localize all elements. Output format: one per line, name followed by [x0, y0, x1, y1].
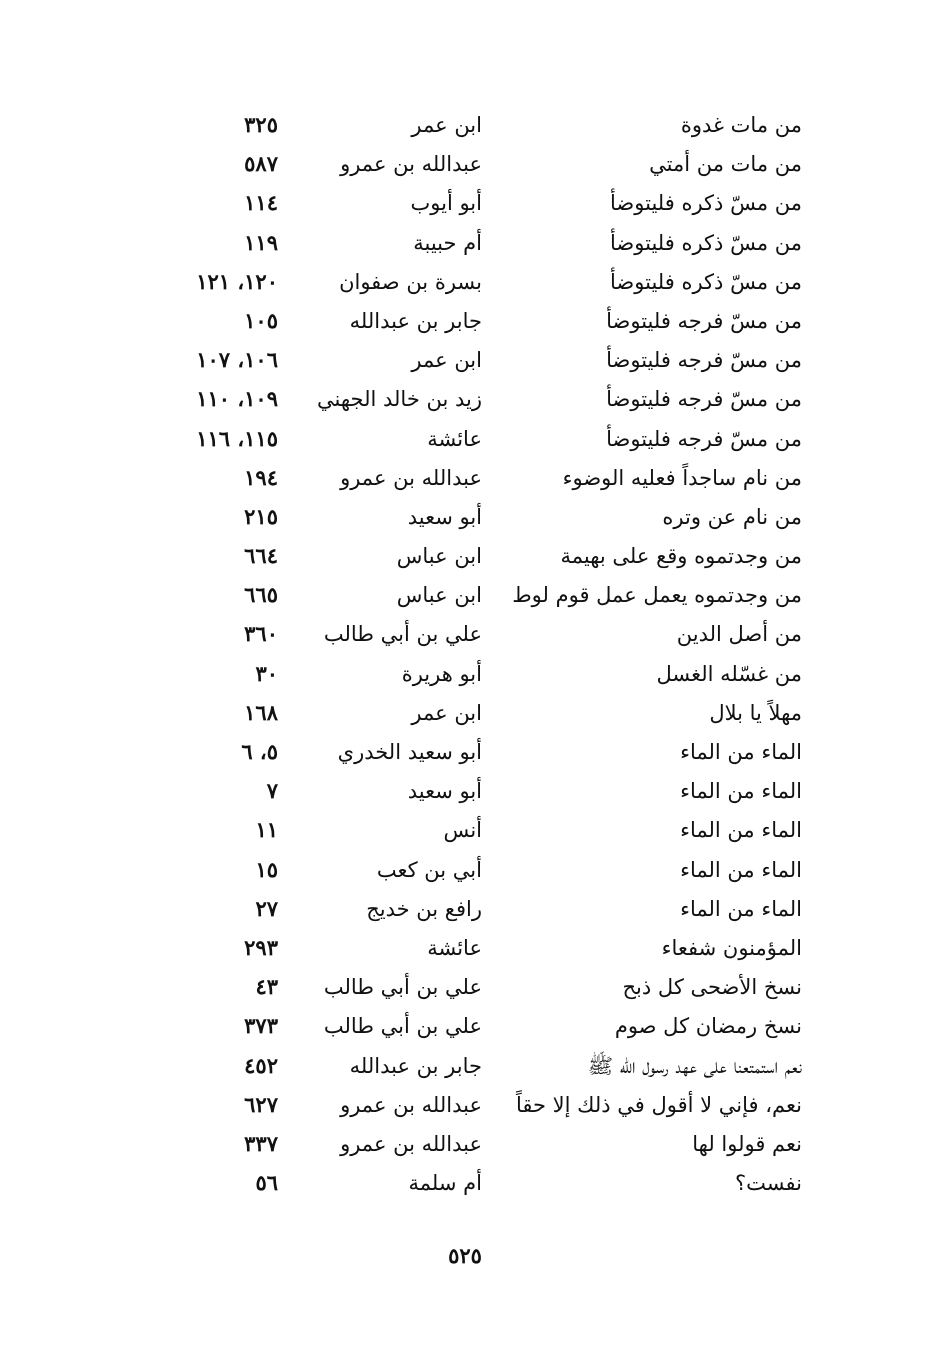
- narrator-name: رافع بن خديج: [366, 896, 482, 921]
- page-references: ٣٦٠: [244, 621, 278, 647]
- hadith-text: من أصل الدين: [676, 622, 802, 647]
- hadith-text: من مات غدوة: [680, 113, 802, 137]
- index-row: [0, 1088, 930, 1127]
- hadith-text: من مسّ فرجه فليتوضأ: [606, 426, 802, 451]
- hadith-text: الماء من الماء: [680, 857, 802, 882]
- index-row: [0, 1127, 930, 1166]
- index-row: [0, 696, 930, 735]
- page-references: ٦٦٤: [244, 543, 278, 569]
- narrator-name: علي بن أبي طالب: [323, 975, 482, 1000]
- hadith-text: من مسّ ذكره فليتوضأ: [610, 269, 802, 294]
- index-row: [0, 774, 930, 813]
- page-references: ٢٧: [255, 895, 278, 921]
- page-references: ١٩٤: [244, 464, 278, 490]
- hadith-text: من مسّ فرجه فليتوضأ: [606, 348, 802, 373]
- index-row: [0, 813, 930, 852]
- narrator-name: أبي بن كعب: [376, 857, 482, 882]
- narrator-name: جابر بن عبدالله: [349, 308, 482, 333]
- narrator-name: أنس: [443, 818, 482, 843]
- narrator-name: ابن عمر: [411, 113, 482, 137]
- narrator-name: ابن عمر: [411, 700, 482, 725]
- page-references: ٣٧٣: [244, 1013, 278, 1039]
- index-row: [0, 226, 930, 265]
- index-row: [0, 108, 930, 147]
- index-row: [0, 422, 930, 461]
- page-number: ٥٢٥: [448, 1243, 482, 1268]
- hadith-text: المؤمنون شفعاء: [661, 935, 802, 960]
- index-row: [0, 382, 930, 421]
- index-row: [0, 1009, 930, 1048]
- page-references: ١٥: [255, 856, 278, 882]
- page-references: ٦٢٧: [244, 1091, 278, 1117]
- page-references: ١١: [255, 817, 278, 843]
- hadith-text: الماء من الماء: [680, 740, 802, 764]
- index-row: [0, 461, 930, 500]
- hadith-text: من مسّ فرجه فليتوضأ: [606, 387, 802, 412]
- page-references: ٤٥٢: [244, 1052, 278, 1078]
- narrator-name: عبدالله بن عمرو: [340, 152, 482, 177]
- index-row: [0, 1166, 930, 1205]
- index-table: [0, 108, 930, 1205]
- index-row: [0, 617, 930, 656]
- narrator-name: أبو سعيد الخدري: [337, 740, 482, 764]
- narrator-name: أبو سعيد: [407, 504, 482, 529]
- narrator-name: عبدالله بن عمرو: [340, 1131, 482, 1156]
- page-references: ١١٥، ١١٦: [196, 425, 278, 451]
- narrator-name: أبو سعيد: [407, 779, 482, 804]
- narrator-name: عائشة: [427, 935, 482, 960]
- hadith-text: من مسّ فرجه فليتوضأ: [606, 308, 802, 333]
- page-references: ٤٣: [255, 974, 278, 1000]
- hadith-text: الماء من الماء: [680, 896, 802, 921]
- page-references: ٣٠: [255, 660, 278, 686]
- hadith-text: الماء من الماء: [680, 818, 802, 843]
- hadith-text: من مسّ ذكره فليتوضأ: [610, 191, 802, 216]
- page-references: ١١٩: [244, 229, 278, 255]
- index-row: [0, 304, 930, 343]
- page-references: ٣٢٥: [244, 112, 278, 137]
- index-row: [0, 931, 930, 970]
- page-references: ٣٣٧: [244, 1130, 278, 1156]
- hadith-text: مهلاً يا بلال: [709, 700, 802, 725]
- page-references: ١١٤: [244, 190, 278, 216]
- index-row: [0, 578, 930, 617]
- page-references: ١٠٥: [244, 307, 278, 333]
- index-row: [0, 892, 930, 931]
- index-row: [0, 539, 930, 578]
- page-references: ٥٦: [255, 1170, 278, 1196]
- index-row: [0, 343, 930, 382]
- hadith-text: من وجدتموه يعمل عمل قوم لوط: [512, 583, 802, 608]
- index-row: [0, 186, 930, 225]
- index-row: [0, 657, 930, 696]
- narrator-name: ابن عباس: [396, 544, 482, 569]
- page-references: ١٠٩، ١١٠: [196, 386, 278, 412]
- narrator-name: أم سلمة: [408, 1171, 482, 1196]
- index-row: [0, 853, 930, 892]
- page-references: ٢٩٣: [244, 934, 278, 960]
- narrator-name: ابن عباس: [396, 583, 482, 608]
- narrator-name: جابر بن عبدالله: [349, 1053, 482, 1078]
- narrator-name: أبو أيوب: [410, 191, 482, 216]
- hadith-text: من مات من أمتي: [649, 152, 802, 177]
- narrator-name: أبو هريرة: [401, 661, 482, 686]
- page-references: ١٢٠، ١٢١: [196, 268, 278, 294]
- narrator-name: بسرة بن صفوان: [339, 269, 482, 294]
- hadith-text: من مسّ ذكره فليتوضأ: [610, 230, 802, 255]
- hadith-text: نفست؟: [735, 1171, 802, 1196]
- hadith-text: نسخ رمضان كل صوم: [614, 1014, 802, 1039]
- hadith-text: نعم استمتعنا على عهد رسول الله ﷺ: [587, 1053, 802, 1078]
- hadith-text: من غسّله الغسل: [656, 661, 802, 686]
- narrator-name: علي بن أبي طالب: [323, 622, 482, 647]
- hadith-text: من وجدتموه وقع على بهيمة: [560, 544, 802, 569]
- page-references: ١٠٦، ١٠٧: [196, 347, 278, 373]
- page-references: ٧: [266, 778, 278, 804]
- hadith-text: نعم قولوا لها: [692, 1131, 802, 1156]
- narrator-name: علي بن أبي طالب: [323, 1014, 482, 1039]
- narrator-name: عبدالله بن عمرو: [340, 1092, 482, 1117]
- index-row: [0, 735, 930, 774]
- hadith-text: الماء من الماء: [680, 779, 802, 804]
- narrator-name: زيد بن خالد الجهني: [317, 387, 482, 412]
- page-references: ٥٨٧: [244, 151, 278, 177]
- hadith-text: نعم، فإني لا أقول في ذلك إلا حقاً: [515, 1092, 802, 1117]
- narrator-name: ابن عمر: [411, 348, 482, 373]
- index-row: [0, 970, 930, 1009]
- page-references: ٥، ٦: [241, 739, 278, 764]
- index-row: [0, 147, 930, 186]
- hadith-text: من نام عن وتره: [662, 504, 802, 529]
- page-references: ٢١٥: [244, 503, 278, 529]
- hadith-text: نسخ الأضحى كل ذبح: [622, 975, 802, 1000]
- page-references: ١٦٨: [244, 699, 278, 725]
- narrator-name: أم حبيبة: [413, 230, 482, 255]
- page-references: ٦٦٥: [244, 582, 278, 608]
- narrator-name: عائشة: [427, 426, 482, 451]
- index-row: [0, 500, 930, 539]
- index-row: [0, 1049, 930, 1088]
- narrator-name: عبدالله بن عمرو: [340, 465, 482, 490]
- hadith-text: من نام ساجداً فعليه الوضوء: [562, 465, 802, 490]
- index-row: [0, 265, 930, 304]
